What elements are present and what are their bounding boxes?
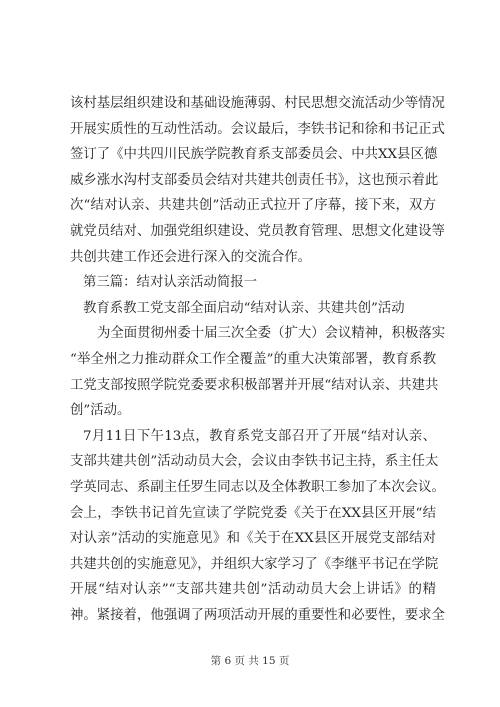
page-footer: 第 6 页 共 15 页 [210,655,290,667]
text-line: 会上，李铁书记首先宣读了学院党委《关于在XX县区开展“结 [70,505,436,521]
text-line: 共创共建工作还会进行深入的交流合作。 [70,249,312,265]
text-line: 为全面贯彻州委十届三次全委（扩大）会议精神，积极落实 [97,326,446,342]
text-line: 创”活动。 [70,403,131,419]
document-body [70,91,446,628]
text-line: 学英同志、系副主任罗生同志以及全体教职工参加了本次会议。 [70,479,445,495]
text-line: 就党员结对、加强党组织建设、党员教育管理、思想文化建设等 [70,223,445,239]
text-line: 神。紧接着，他强调了两项活动开展的重要性和必要性，要求全 [70,607,445,623]
text-line: 开展“结对认亲”“支部共建共创”活动动员大会上讲话》的精 [70,582,436,598]
text-line: 7月11日下午13点，教育系党支部召开了开展“结对认亲、 [83,428,436,444]
text-line: 次“结对认亲、共建共创”活动正式拉开了序幕，接下来，双方 [70,198,436,214]
paragraph-continuation [70,91,445,270]
text-line: 威乡涨水沟村支部委员会结对共建共创责任书》，这也预示着此 [70,172,439,188]
text-line: 工党支部按照学院党委要求积极部署并开展“结对认亲、共建共 [70,377,439,393]
article-subtitle: 教育系教工党支部全面启动“结对认亲、共建共创”活动 [83,300,405,316]
paragraph-meeting [70,424,445,629]
text-line: 签订了《中共四川民族学院教育系支部委员会、中共XX县区德 [70,147,438,163]
text-line: 对认亲”活动的实施意见》和《关于在XX县区开展党支部结对 [70,531,436,547]
text-line: “举全州之力推动群众工作全覆盖”的重大决策部署，教育系教 [70,351,436,367]
section-heading: 第三篇：结对认亲活动简报一 [83,275,258,291]
paragraph-intro [70,321,446,423]
text-line: 开展实质性的互动性活动。会议最后，李铁书记和徐和书记正式 [70,121,445,137]
text-line: 共建共创的实施意见》，并组织大家学习了《李继平书记在学院 [70,556,439,572]
text-line: 支部共建共创”活动动员大会，会议由李铁书记主持，系主任太 [70,454,439,470]
text-line: 该村基层组织建设和基础设施薄弱、村民思想交流活动少等情况 [70,96,445,111]
